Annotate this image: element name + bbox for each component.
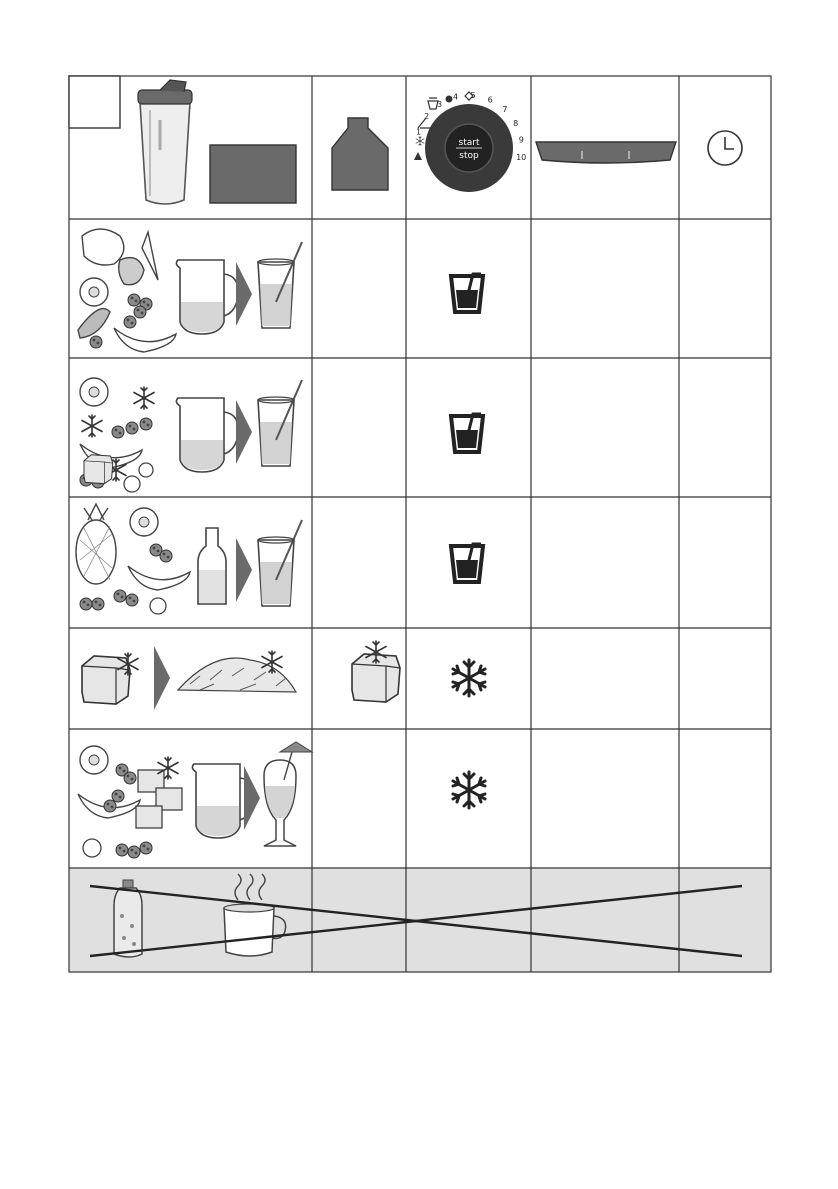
dial-number: 5: [470, 91, 476, 101]
blender-jug-icon: [138, 80, 192, 204]
smoothie-icon: [451, 274, 483, 312]
snowflake-small-icon: [416, 137, 424, 146]
clock-icon: [708, 131, 742, 165]
dial-number: 10: [516, 153, 527, 163]
arrow-icon: [154, 646, 170, 710]
milk-bottle-icon: [198, 528, 226, 604]
weight-icon: [332, 118, 388, 190]
dial-number: 2: [424, 112, 430, 121]
stop-label: stop: [459, 151, 479, 161]
pitcher-icon: [176, 398, 238, 472]
row-smoothie-fresh: [78, 229, 483, 352]
crushed-ice-illustration: [178, 651, 296, 692]
glass-icon: [258, 380, 302, 466]
dial-number: 3: [436, 99, 443, 109]
glass-icon: [258, 242, 302, 328]
arrow-icon: [244, 766, 260, 830]
arrow-icon: [236, 262, 252, 326]
cleaning-icon: [414, 152, 422, 160]
blender-base-icon: [210, 145, 296, 203]
dial-number: 4: [453, 92, 459, 102]
pineapple-fruit-illustration: [76, 504, 190, 614]
step-box: [69, 76, 120, 128]
dial-number: 9: [518, 135, 524, 145]
snowflake-icon: [453, 660, 485, 696]
dial-number: 6: [487, 95, 493, 105]
pitcher-icon: [176, 260, 238, 334]
table-grid: [69, 76, 771, 972]
row-crushed-ice: [82, 641, 485, 710]
row-smoothie-frozen: [80, 378, 483, 492]
row-shake-milk: [76, 504, 483, 614]
snowflake-icon: [453, 772, 485, 808]
smoothie-icon: [451, 544, 483, 582]
dial-number: 1: [416, 127, 422, 137]
start-label: start: [458, 138, 480, 148]
knife-icon: [418, 118, 432, 128]
ice-cube-icon: [82, 656, 130, 704]
glass-icon: [258, 520, 302, 606]
smoothie-icon: [451, 414, 483, 452]
bowl-icon: [536, 142, 676, 163]
dot-icon: [446, 96, 453, 103]
fruit-vegetable-illustration: [78, 229, 176, 352]
arrow-icon: [236, 400, 252, 464]
dial-number: 7: [502, 105, 508, 114]
ice-cube-icon: [84, 455, 113, 484]
dial-number: 8: [513, 118, 519, 128]
arrow-icon: [236, 538, 252, 602]
cocktail-glass-icon: [264, 742, 312, 846]
control-dial[interactable]: [414, 91, 526, 192]
